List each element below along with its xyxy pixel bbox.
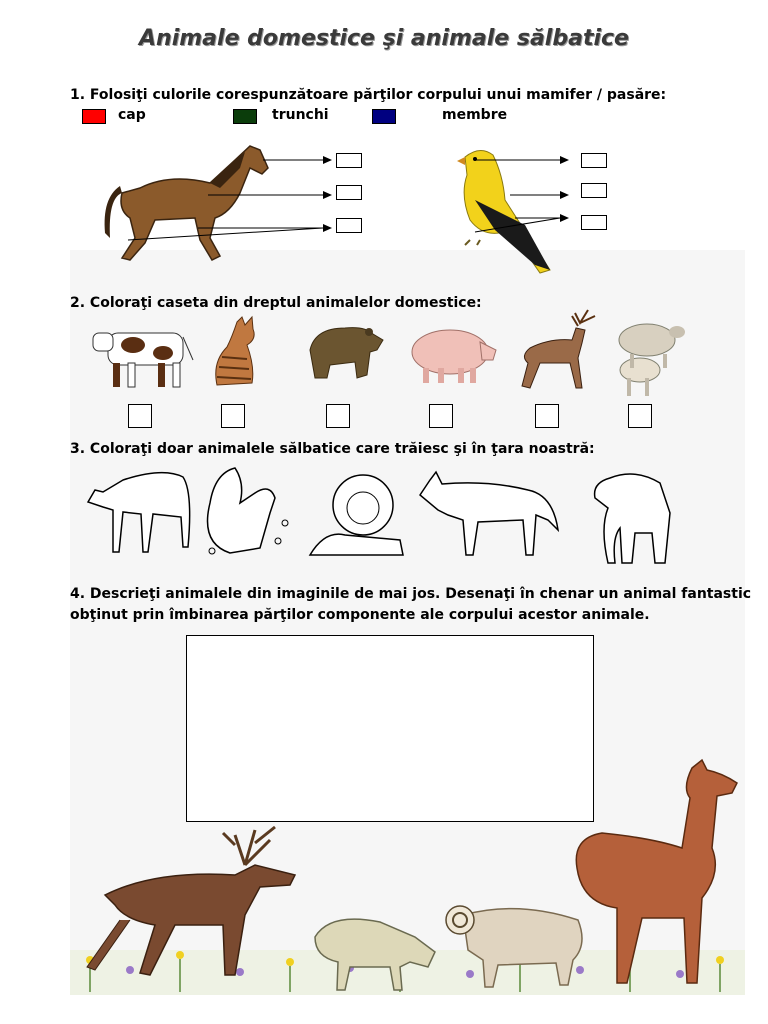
reindeer-illustration <box>95 825 307 985</box>
question-2-text: 2. Coloraţi caseta din dreptul animalelor domestice: <box>70 295 482 311</box>
horse-limbs-box[interactable] <box>336 218 362 233</box>
deer-illustration <box>510 308 602 394</box>
legend-swatch-red <box>82 109 106 124</box>
deer-checkbox[interactable] <box>535 404 559 428</box>
cat-illustration <box>207 317 267 389</box>
fawn-outline <box>83 462 195 554</box>
bear-illustration <box>305 320 385 382</box>
question-4-text-line1: 4. Descrieţi animalele din imaginile de mai jos. Desenaţi în chenar un animal fantastic <box>70 586 752 602</box>
llama-illustration <box>572 758 742 990</box>
bird-trunk-box[interactable] <box>581 183 607 198</box>
pig-illustration <box>408 320 498 385</box>
question-4-text-line2: obţinut prin îmbinarea părţilor componente ale corpului acestor animale. <box>70 607 650 623</box>
question-3-text: 3. Coloraţi doar animalele sălbatice care trăiesc şi în ţara noastră: <box>70 441 595 457</box>
pig-checkbox[interactable] <box>429 404 453 428</box>
sheep-checkbox[interactable] <box>628 404 652 428</box>
legend-swatch-green <box>233 109 257 124</box>
bird-arrows <box>475 152 585 232</box>
bird-head-box[interactable] <box>581 153 607 168</box>
wolf-outline <box>418 470 560 560</box>
sheep-illustration <box>615 318 687 398</box>
cow-checkbox[interactable] <box>128 404 152 428</box>
lion-outline <box>305 470 407 560</box>
bird-limbs-box[interactable] <box>581 215 607 230</box>
elephant-outline <box>590 468 678 570</box>
cat-checkbox[interactable] <box>221 404 245 428</box>
legend-label-membre: membre <box>442 107 508 123</box>
question-1-text: 1. Folosiţi culorile corespunzătoare părţilor corpului unui mamifer / pasăre: <box>70 87 667 103</box>
legend-label-trunchi: trunchi <box>272 107 329 123</box>
worksheet-title: Animale domestice şi animale sălbatice <box>139 26 629 51</box>
lamb-illustration <box>310 912 442 992</box>
bear-checkbox[interactable] <box>326 404 350 428</box>
legend-label-cap: cap <box>118 107 146 123</box>
drawing-box[interactable] <box>186 635 594 822</box>
ram-illustration <box>438 895 588 990</box>
legend-swatch-blue <box>372 109 396 124</box>
squirrel-outline <box>200 463 292 558</box>
cow-illustration <box>93 325 198 390</box>
horse-head-box[interactable] <box>336 153 362 168</box>
horse-trunk-box[interactable] <box>336 185 362 200</box>
horse-arrows <box>208 150 338 240</box>
